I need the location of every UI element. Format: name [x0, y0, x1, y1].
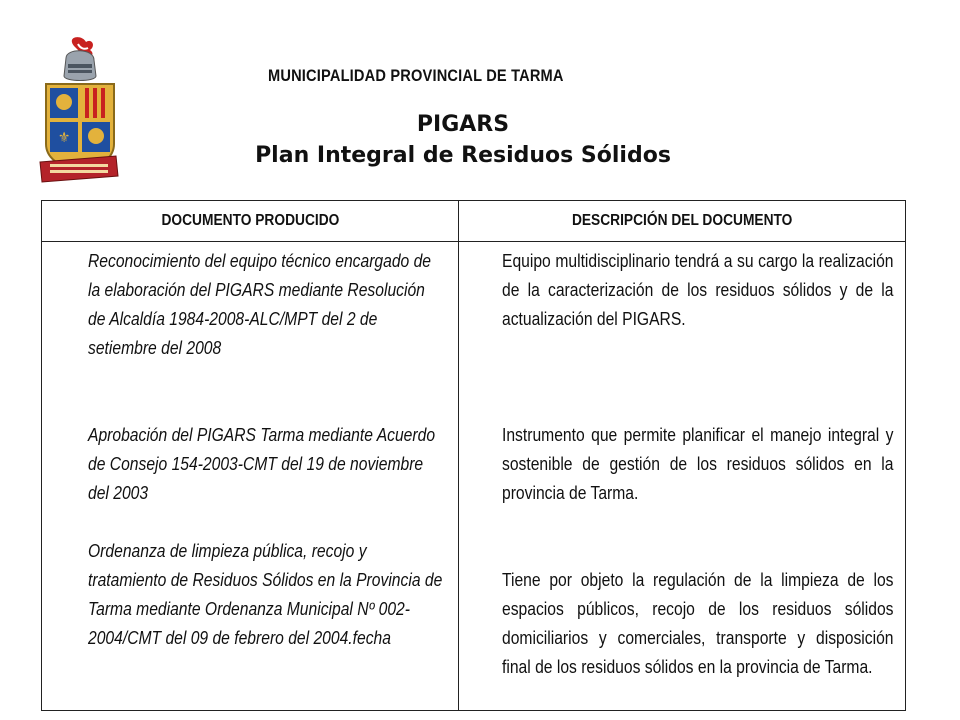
column-header-description	[460, 201, 905, 241]
description-cell-2: Instrumento que permite planificar el manejo integral y sostenible de gestión de los residuos sólidos en la provincia de Tarma.	[502, 425, 894, 503]
document-cell-1: Reconocimiento del equipo técnico encargado de la elaboración del PIGARS mediante Resolución de Alcaldía 1984-2008-ALC/MPT del 2 de setiembre del 2008	[88, 251, 432, 358]
column-header-document-label: DOCUMENTO PRODUCIDO	[161, 212, 339, 229]
column-header-description-label: DESCRIPCIÓN DEL DOCUMENTO	[572, 212, 793, 229]
document-cell-3: Ordenanza de limpieza pública, recojo y tratamiento de Residuos Sólidos en la Provincia de Tarma mediante Ordenanza Municipal Nº 002-2004/CMT del 09 de febrero del 2004.fecha	[88, 541, 443, 648]
description-cell-3: Tiene por objeto la regulación de la limpieza de los espacios públicos, recojo de los residuos sólidos domiciliarios y comerciales, transporte y disposición final de los residuos sólidos en la provincia de Tarma.	[502, 570, 894, 677]
table-header-row	[42, 201, 905, 242]
document-column	[42, 242, 458, 710]
organization-name: MUNICIPALIDAD PROVINCIAL DE TARMA	[268, 66, 564, 85]
column-header-document	[42, 201, 458, 241]
column-divider	[458, 201, 459, 710]
description-cell-1: Equipo multidisciplinario tendrá a su cargo la realización de la caracterización de los residuos sólidos y de la actualización del PIGARS.	[502, 251, 894, 329]
svg-text:⚜: ⚜	[57, 130, 71, 146]
page-title: PIGARS	[416, 112, 510, 137]
description-column	[460, 242, 905, 710]
documents-table	[41, 200, 906, 711]
page-subtitle: Plan Integral de Residuos Sólidos	[255, 143, 671, 168]
document-cell-2: Aprobación del PIGARS Tarma mediante Acuerdo de Consejo 154-2003-CMT del 19 de noviembre del 2003	[88, 425, 436, 503]
